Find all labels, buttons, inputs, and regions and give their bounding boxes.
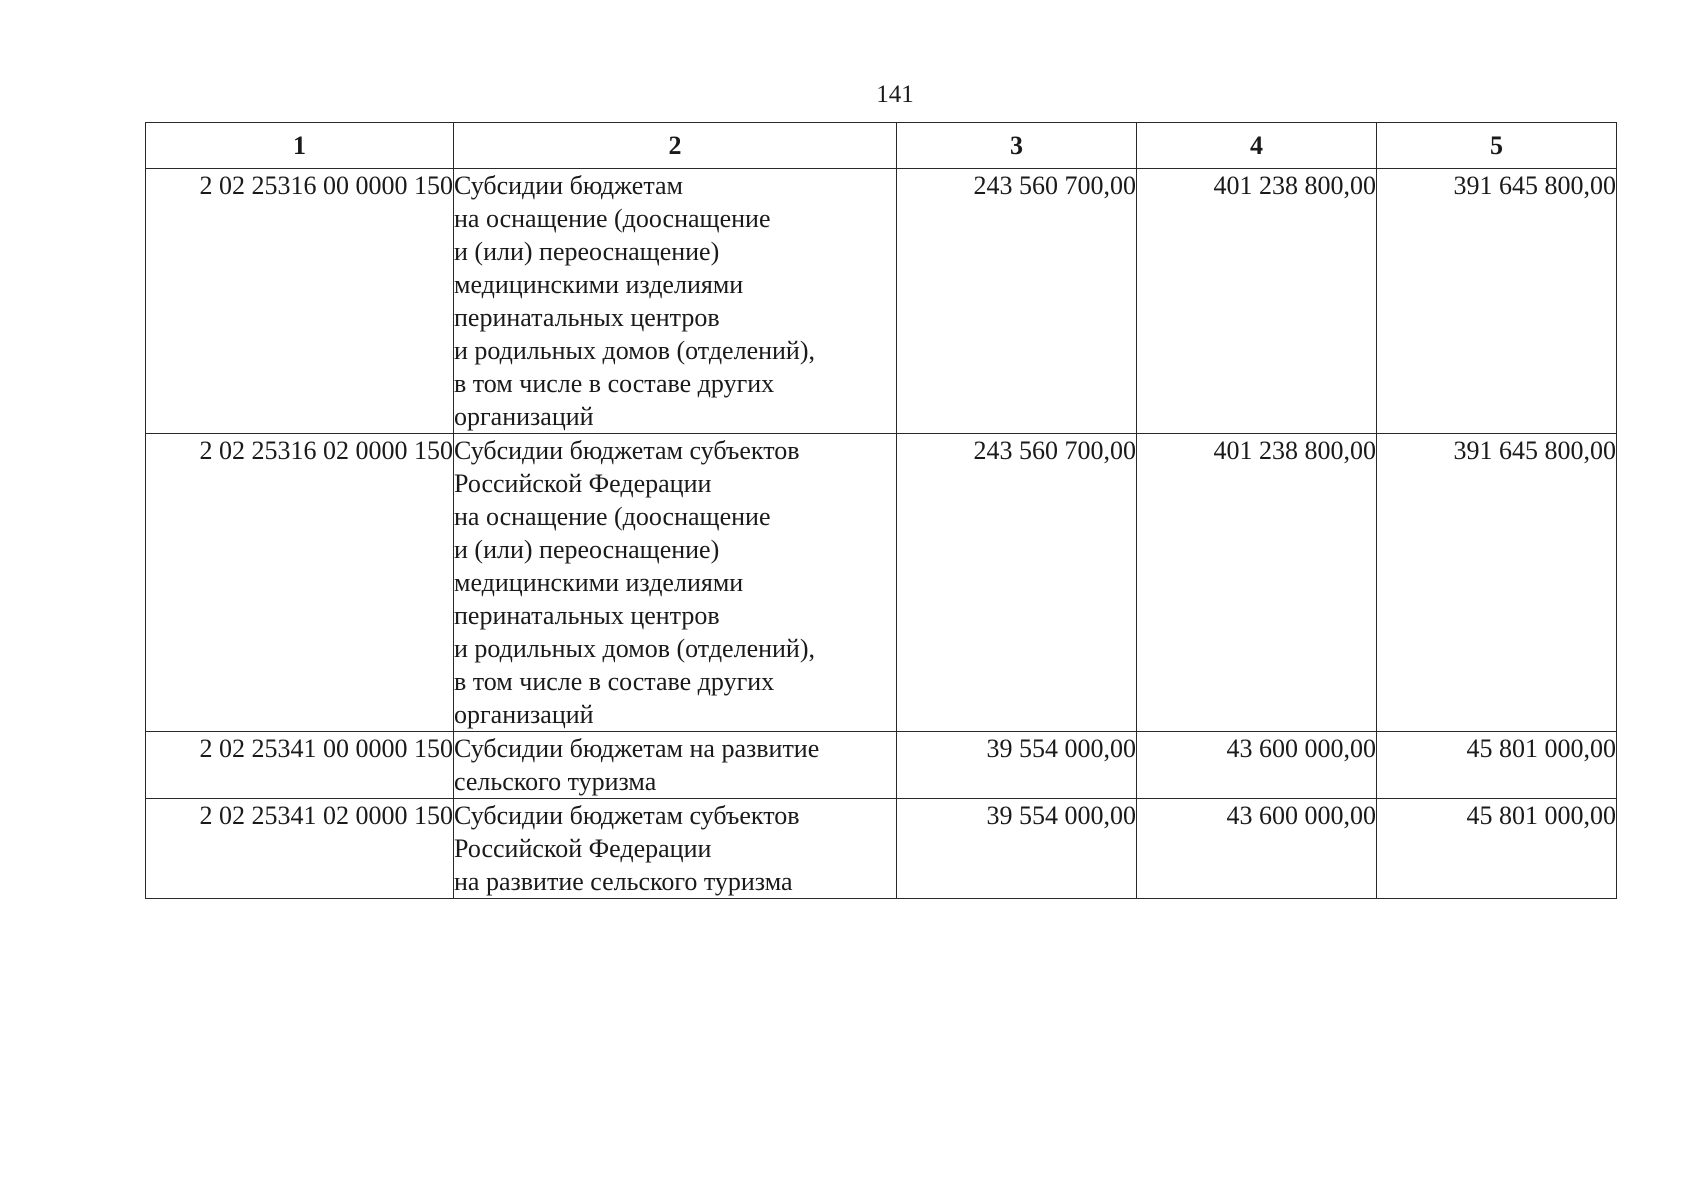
- budget-code: 2 02 25341 02 0000 150: [146, 799, 454, 899]
- description-line: в том числе в составе других: [454, 369, 775, 398]
- row-description: [454, 799, 897, 899]
- amount-col3: 39 554 000,00: [897, 732, 1137, 799]
- budget-code: 2 02 25316 00 0000 150: [146, 169, 454, 434]
- table-row: [146, 799, 1617, 899]
- description-line: организаций: [454, 700, 594, 729]
- row-description: [454, 732, 897, 799]
- description-line: и (или) переоснащение): [454, 535, 720, 564]
- description-line: организаций: [454, 402, 594, 431]
- column-header-3: 3: [897, 123, 1137, 169]
- amount-col4: 43 600 000,00: [1137, 799, 1377, 899]
- table-row: [146, 732, 1617, 799]
- description-line: Российской Федерации: [454, 469, 712, 498]
- amount-col4: 401 238 800,00: [1137, 434, 1377, 732]
- amount-col4: 401 238 800,00: [1137, 169, 1377, 434]
- row-description: [454, 169, 897, 434]
- description-line: на развитие сельского туризма: [454, 867, 793, 896]
- description-line: медицинскими изделиями: [454, 270, 744, 299]
- row-description: [454, 434, 897, 732]
- amount-col5: 391 645 800,00: [1377, 169, 1617, 434]
- description-line: сельского туризма: [454, 767, 657, 796]
- amount-col5: 45 801 000,00: [1377, 732, 1617, 799]
- description-line: в том числе в составе других: [454, 667, 775, 696]
- amount-col3: 243 560 700,00: [897, 169, 1137, 434]
- amount-col4: 43 600 000,00: [1137, 732, 1377, 799]
- description-line: и (или) переоснащение): [454, 237, 720, 266]
- description-line: Субсидии бюджетам субъектов: [454, 436, 800, 465]
- description-line: Субсидии бюджетам субъектов: [454, 801, 800, 830]
- description-line: и родильных домов (отделений),: [454, 634, 816, 663]
- description-line: на оснащение (дооснащение: [454, 502, 771, 531]
- page-number: 141: [876, 81, 914, 108]
- table-header-row: [146, 123, 1617, 169]
- amount-col3: 243 560 700,00: [897, 434, 1137, 732]
- description-line: Субсидии бюджетам: [454, 171, 683, 200]
- description-line: и родильных домов (отделений),: [454, 336, 816, 365]
- description-line: перинатальных центров: [454, 601, 720, 630]
- column-header-1: 1: [146, 123, 454, 169]
- table-row: [146, 169, 1617, 434]
- description-line: Российской Федерации: [454, 834, 712, 863]
- column-header-5: 5: [1377, 123, 1617, 169]
- amount-col5: 45 801 000,00: [1377, 799, 1617, 899]
- column-header-2: 2: [454, 123, 897, 169]
- description-line: медицинскими изделиями: [454, 568, 744, 597]
- budget-code: 2 02 25316 02 0000 150: [146, 434, 454, 732]
- amount-col3: 39 554 000,00: [897, 799, 1137, 899]
- description-line: Субсидии бюджетам на развитие: [454, 734, 820, 763]
- budget-table: [145, 122, 1617, 899]
- budget-code: 2 02 25341 00 0000 150: [146, 732, 454, 799]
- description-line: перинатальных центров: [454, 303, 720, 332]
- column-header-4: 4: [1137, 123, 1377, 169]
- description-line: на оснащение (дооснащение: [454, 204, 771, 233]
- amount-col5: 391 645 800,00: [1377, 434, 1617, 732]
- table-row: [146, 434, 1617, 732]
